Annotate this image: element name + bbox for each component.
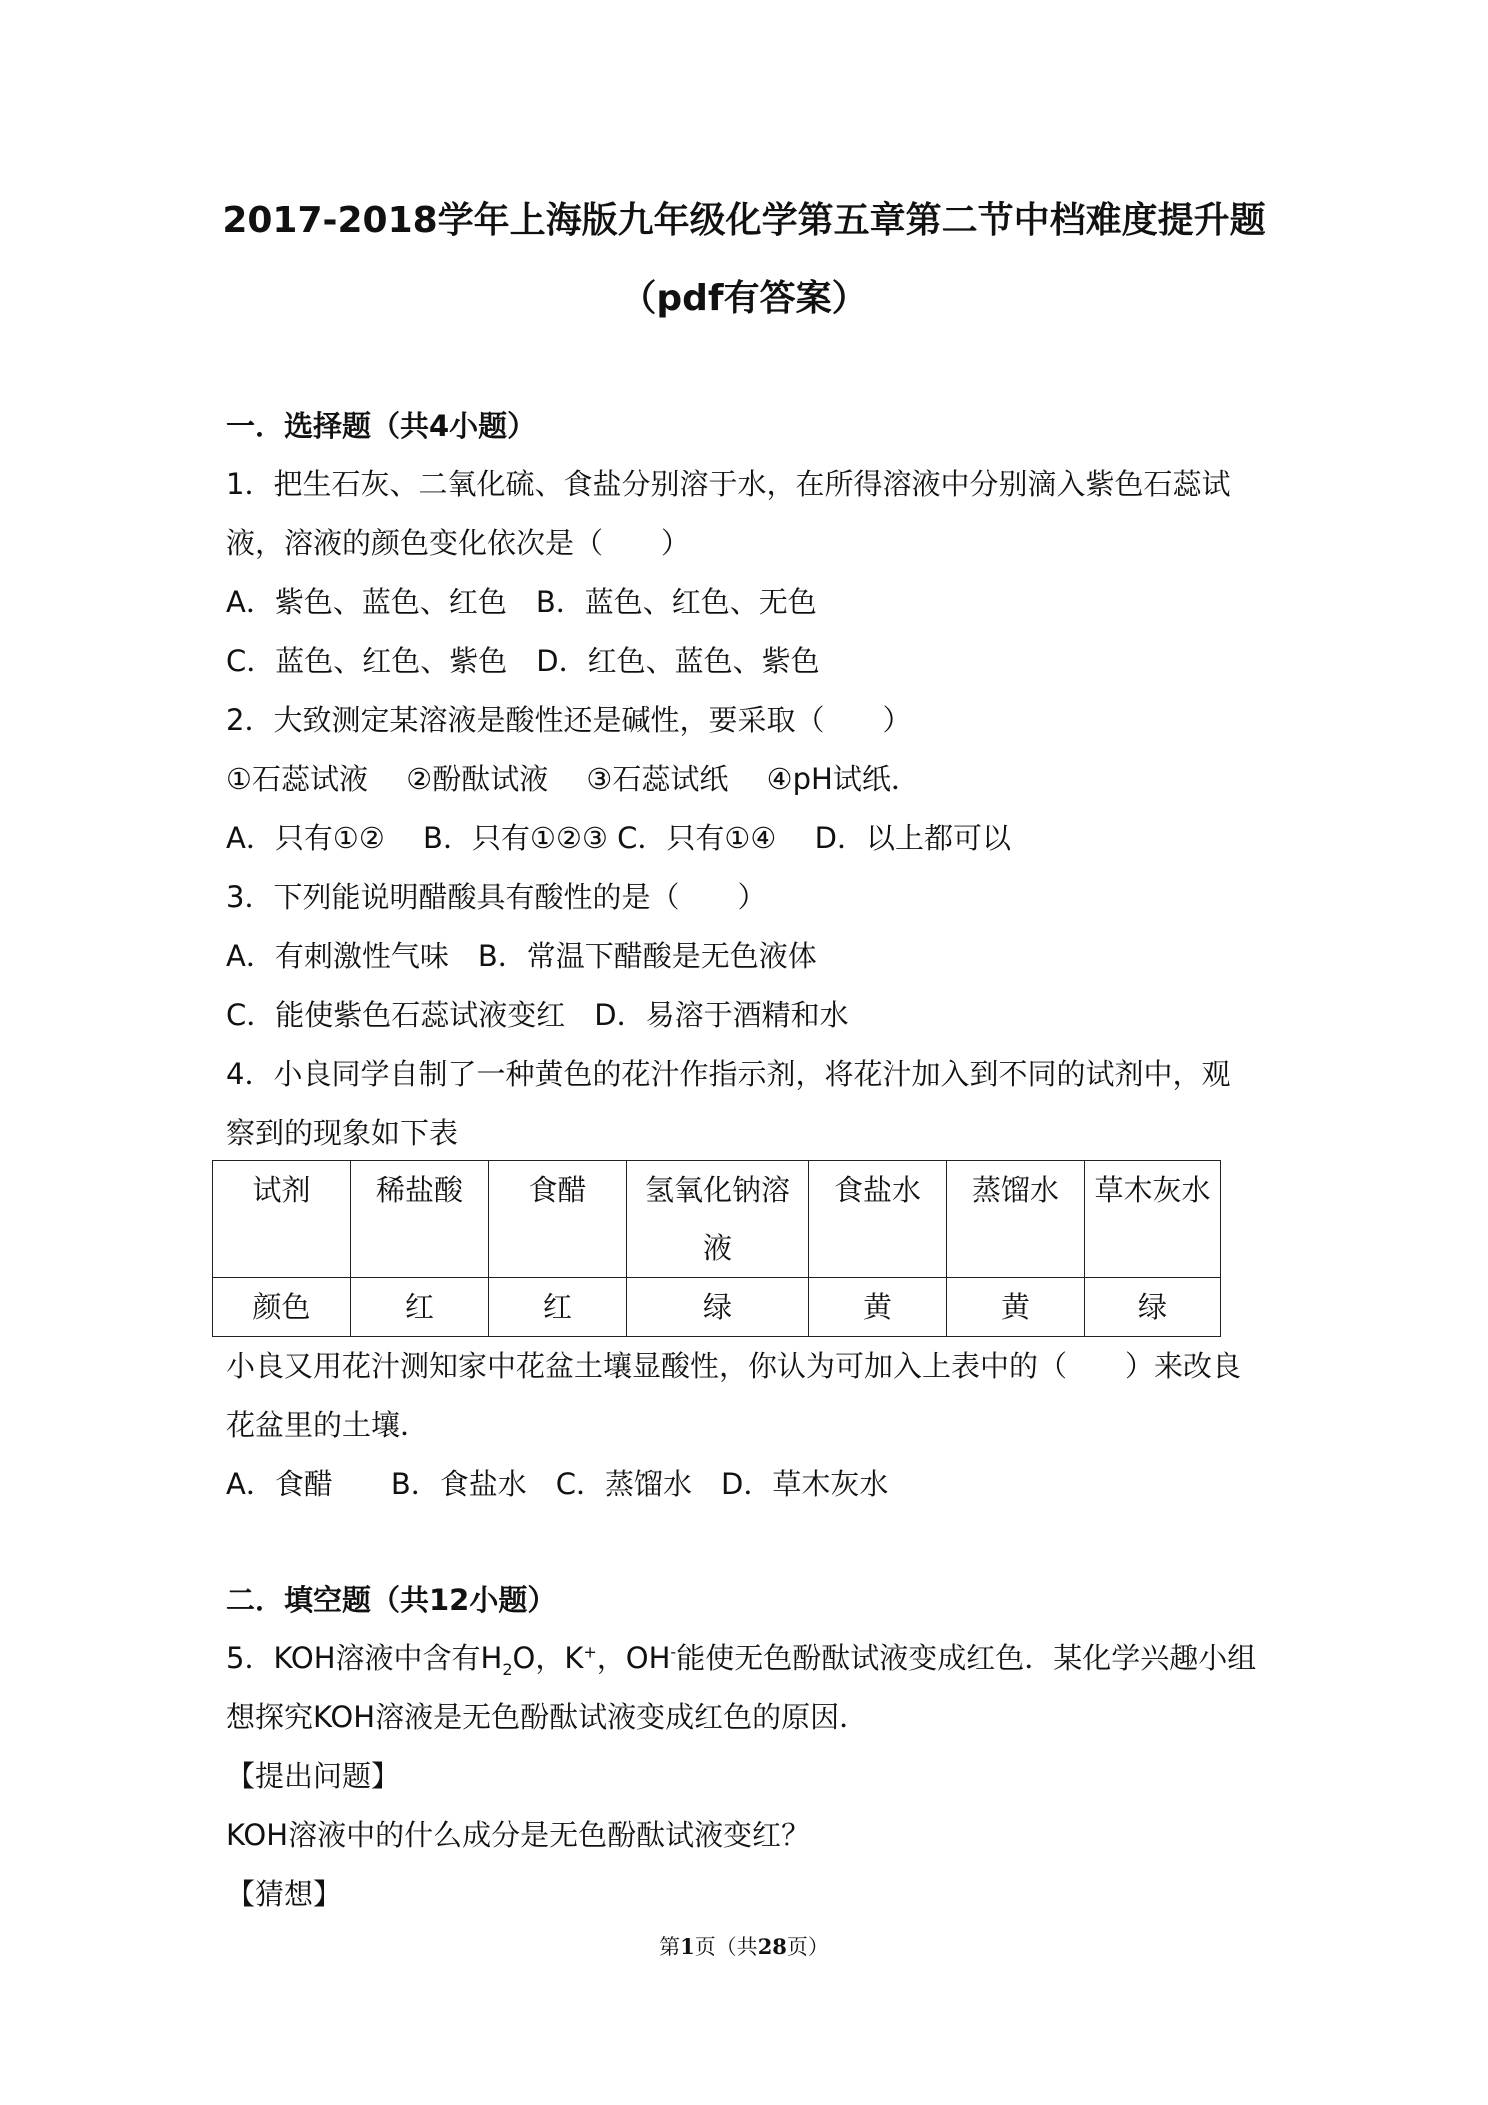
text-span: O，K bbox=[512, 1641, 584, 1675]
text-line: 【猜想】 bbox=[226, 1877, 343, 1911]
table-header-row bbox=[213, 1161, 1221, 1278]
page-footer bbox=[0, 1932, 1488, 1962]
table-cell: 试剂 bbox=[213, 1161, 351, 1278]
table-cell: 红 bbox=[351, 1278, 489, 1337]
text-line: 1．把生石灰、二氧化硫、食盐分别溶于水，在所得溶液中分别滴入紫色石蕊试 bbox=[226, 467, 1231, 501]
page-number: 1 bbox=[680, 1934, 695, 1959]
text-line: 花盆里的土壤． bbox=[226, 1408, 430, 1442]
text-line: A．紫色、蓝色、红色 B．蓝色、红色、无色 bbox=[226, 585, 817, 619]
section-heading-choice: 一．选择题（共4小题） bbox=[226, 409, 537, 443]
text-span: 能使无色酚酞试液变成红色．某化学兴趣小组 bbox=[676, 1641, 1257, 1675]
text-span: 5．KOH溶液中含有H bbox=[226, 1641, 503, 1675]
question-5-line-1 bbox=[226, 1638, 1256, 1678]
text-line: C．能使紫色石蕊试液变红 D．易溶于酒精和水 bbox=[226, 998, 849, 1032]
text-line: A．有刺激性气味 B．常温下醋酸是无色液体 bbox=[226, 939, 817, 973]
text-line: 液，溶液的颜色变化依次是（ ） bbox=[226, 526, 691, 560]
text-line: 【提出问题】 bbox=[226, 1759, 401, 1793]
text-line: A．食醋 B．食盐水 C．蒸馏水 D．草木灰水 bbox=[226, 1467, 889, 1501]
text-line: KOH溶液中的什么成分是无色酚酞试液变红？ bbox=[226, 1818, 811, 1852]
table-cell: 黄 bbox=[809, 1278, 947, 1337]
text-line: 3．下列能说明醋酸具有酸性的是（ ） bbox=[226, 880, 767, 914]
table-cell: 氢氧化钠溶液 bbox=[627, 1161, 809, 1278]
footer-text: 第 bbox=[659, 1935, 681, 1959]
text-line: 小良又用花汁测知家中花盆土壤显酸性，你认为可加入上表中的（ ）来改良 bbox=[226, 1349, 1242, 1383]
table-cell: 蒸馏水 bbox=[947, 1161, 1085, 1278]
table-row bbox=[213, 1278, 1221, 1337]
footer-text: 页（共 bbox=[694, 1935, 758, 1959]
title-line-1: 2017-2018学年上海版九年级化学第五章第二节中档难度提升题 bbox=[222, 200, 1266, 241]
text-line: 察到的现象如下表 bbox=[226, 1116, 459, 1150]
table-cell: 绿 bbox=[1085, 1278, 1221, 1337]
table-cell: 食醋 bbox=[489, 1161, 627, 1278]
title-line-2: （pdf有答案） bbox=[620, 278, 868, 319]
superscript: + bbox=[583, 1642, 597, 1662]
indicator-table bbox=[212, 1160, 1221, 1337]
section-heading-fill: 二．填空题（共12小题） bbox=[226, 1583, 557, 1617]
total-pages: 28 bbox=[757, 1934, 787, 1959]
text-line: 想探究KOH溶液是无色酚酞试液变成红色的原因． bbox=[226, 1700, 869, 1734]
table-cell: 食盐水 bbox=[809, 1161, 947, 1278]
table-cell: 绿 bbox=[627, 1278, 809, 1337]
text-line: A．只有①② B．只有①②③ C．只有①④ D．以上都可以 bbox=[226, 821, 1011, 855]
table-cell: 稀盐酸 bbox=[351, 1161, 489, 1278]
text-line: 4．小良同学自制了一种黄色的花汁作指示剂，将花汁加入到不同的试剂中，观 bbox=[226, 1057, 1231, 1091]
table-cell: 颜色 bbox=[213, 1278, 351, 1337]
text-line: C．蓝色、红色、紫色 D．红色、蓝色、紫色 bbox=[226, 644, 820, 678]
table-cell: 黄 bbox=[947, 1278, 1085, 1337]
subscript: 2 bbox=[502, 1659, 513, 1679]
text-line: 2．大致测定某溶液是酸性还是碱性，要采取（ ） bbox=[226, 703, 912, 737]
table-cell: 红 bbox=[489, 1278, 627, 1337]
table-cell: 草木灰水 bbox=[1085, 1161, 1221, 1278]
text-line: ①石蕊试液 ②酚酞试液 ③石蕊试纸 ④pH试纸． bbox=[226, 762, 920, 796]
footer-text: 页） bbox=[786, 1935, 829, 1959]
text-span: ，OH bbox=[596, 1641, 671, 1675]
superscript: - bbox=[670, 1642, 677, 1662]
